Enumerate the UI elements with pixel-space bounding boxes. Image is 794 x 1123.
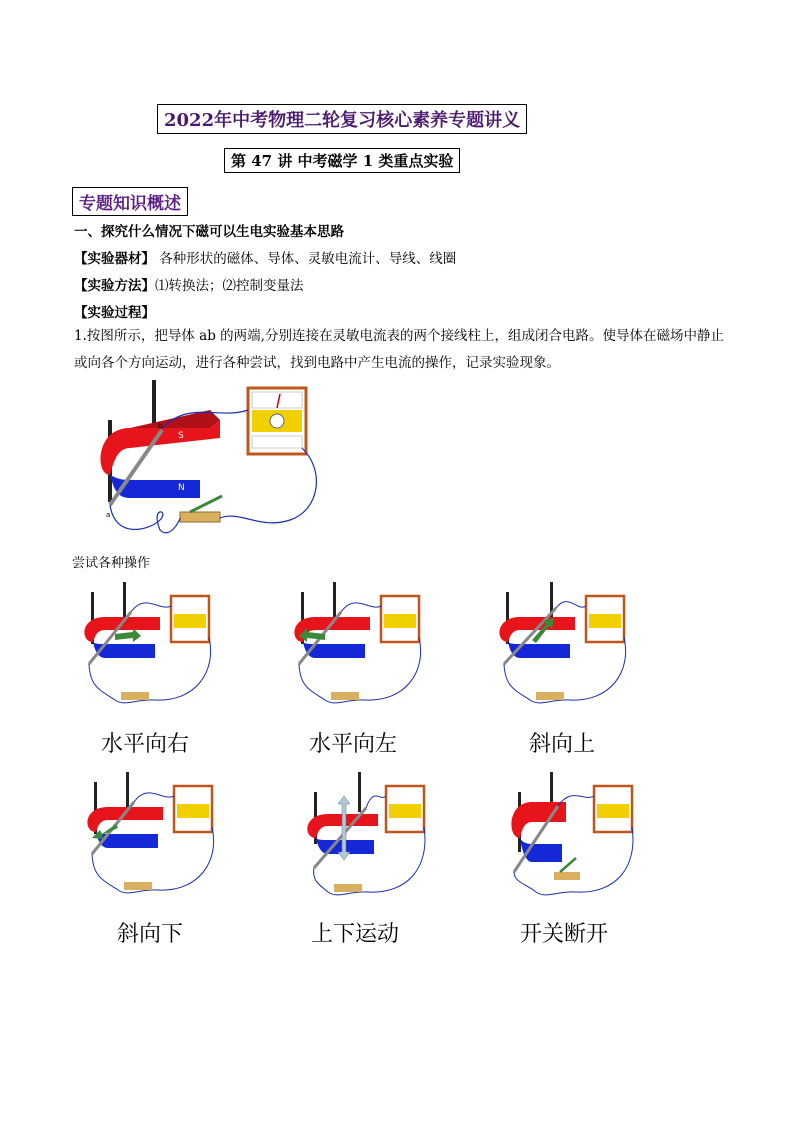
label-a: a — [106, 511, 111, 519]
method-label: 【实验方法】 — [74, 278, 155, 294]
process-label: 【实验过程】 — [74, 305, 155, 321]
op-figure-1 — [75, 582, 215, 717]
section-label: 专题知识概述 — [72, 187, 188, 216]
section-heading: 一、探究什么情况下磁可以生电实验基本思路 — [74, 224, 344, 240]
label-n: N — [178, 483, 185, 493]
method-text: ⑴转换法；⑵控制变量法 — [155, 278, 304, 294]
op-figure-4 — [78, 772, 218, 907]
op-label-6: 开关断开 — [519, 922, 608, 947]
op-figure-6 — [496, 772, 636, 907]
equipment-text: 各种形状的磁体、导体、灵敏电流计、导线、线圈 — [155, 251, 457, 267]
label-s: S — [178, 431, 184, 441]
op-label-1: 水平向右 — [100, 732, 189, 757]
op-label-4: 斜向下 — [116, 922, 183, 947]
main-apparatus-figure — [90, 380, 330, 545]
try-operations-label: 尝试各种操作 — [72, 556, 151, 571]
document-title: 2022年中考物理二轮复习核心素养专题讲义 — [157, 104, 527, 134]
step-1-text: 1.按图所示，把导体 ab 的两端,分别连接在灵敏电流表的两个接线柱上，组成闭合电路。使导体在磁场中静止或向各个方向运动，进行各种尝试，找到电路中产生电流的操作，记录实验现象。 — [74, 328, 724, 371]
lecture-subtitle: 第 47 讲 中考磁学 1 类重点实验 — [224, 148, 460, 173]
label-b: b — [158, 422, 163, 430]
op-label-5: 上下运动 — [310, 922, 399, 947]
op-figure-2 — [285, 582, 425, 717]
op-label-2: 水平向左 — [308, 732, 397, 757]
equipment-line — [74, 247, 456, 267]
equipment-label: 【实验器材】 — [74, 251, 155, 267]
op-figure-5 — [288, 772, 428, 907]
switch-lever — [190, 496, 222, 512]
switch-base — [180, 512, 220, 522]
op-figure-3 — [490, 582, 630, 717]
op-label-3: 斜向上 — [528, 732, 595, 757]
method-line — [74, 274, 304, 294]
